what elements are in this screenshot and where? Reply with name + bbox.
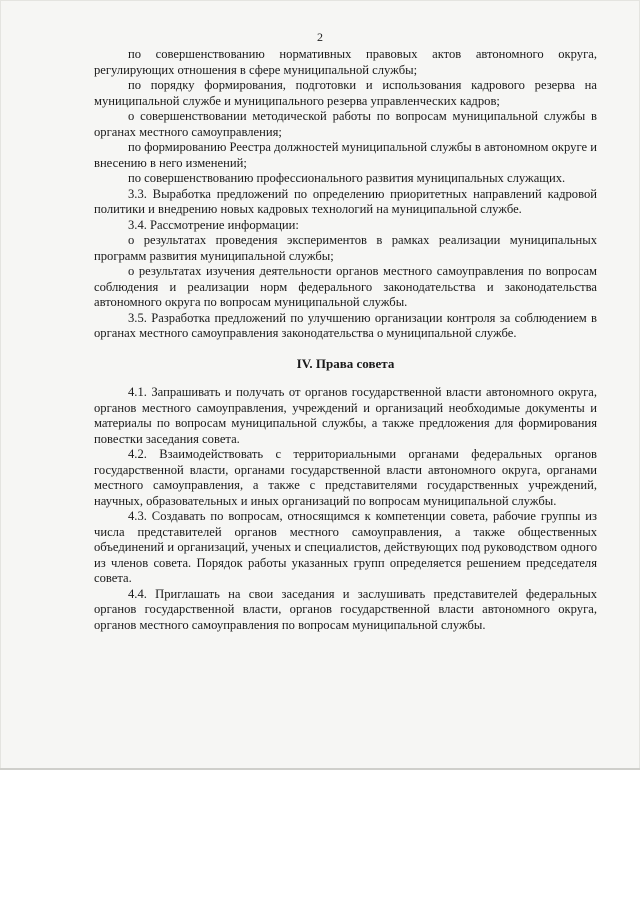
paragraph: по совершенствованию профессионального развития муниципальных служащих. bbox=[128, 171, 566, 185]
paragraph: о совершенствовании методической работы по вопросам муниципальной службы в органах местного самоуправления; bbox=[94, 109, 597, 139]
section-heading: IV. Права совета bbox=[296, 355, 395, 371]
paragraph: о результатах проведения экспериментов в рамках реализации муниципальных программ развития муниципальной службы; bbox=[94, 233, 597, 263]
paragraph: 4.1. Запрашивать и получать от органов государственной власти автономного округа, органов местного самоуправления, учреждений и организаций необходимые документы и материалы по вопросам муниципальной службы, а также предложения для формирования повестки заседания совета. bbox=[94, 385, 597, 446]
paragraph: 4.4. Приглашать на свои заседания и заслушивать представителей федеральных органов государственной власти, органов государственной власти автономного округа, органов местного самоуправления по вопросам муниципальной службы. bbox=[94, 586, 597, 632]
paragraph: 3.4. Рассмотрение информации: bbox=[128, 217, 299, 232]
paragraph: по совершенствованию нормативных правовых актов автономного округа, регулирующих отношения в сфере муниципальной службы; bbox=[94, 47, 597, 77]
paragraph: 3.3. Выработка предложений по определению приоритетных направлений кадровой политики и внедрению новых кадровых технологий на муниципальной службе. bbox=[94, 186, 597, 216]
paragraph: по порядку формирования, подготовки и использования кадрового резерва на муниципальной службе и муниципального резерва управленческих кадров; bbox=[94, 78, 597, 108]
paragraph: о результатах изучения деятельности органов местного самоуправления по вопросам соблюдения и реализации норм федерального законодательства и законодательства автономного округа по вопросам муниципальной службы. bbox=[94, 264, 597, 309]
paragraph: 3.5. Разработка предложений по улучшению организации контроля за соблюдением в органах местного самоуправления законодательства о муниципальной службе. bbox=[94, 310, 597, 340]
paragraph: по формированию Реестра должностей муниципальной службы в автономном округе и внесению в него изменений; bbox=[94, 140, 597, 170]
document-body bbox=[94, 47, 597, 633]
paragraph: 4.2. Взаимодействовать с территориальными органами федеральных органов государственной власти, органами государственной власти автономного округа, органами местного самоуправления, а также с представителями государственных учреждений, научных, образовательных и иных организаций по вопросам муниципальной службы. bbox=[94, 447, 597, 508]
page-number: 2 bbox=[317, 30, 323, 44]
paragraph: 4.3. Создавать по вопросам, относящимся к компетенции совета, рабочие группы из числа представителей органов местного самоуправления, а также общественных объединений и организаций, ученых и специалистов, действующих под руководством одного из членов совета. Порядок работы указанных групп определяется решением председателя совета. bbox=[94, 509, 597, 585]
